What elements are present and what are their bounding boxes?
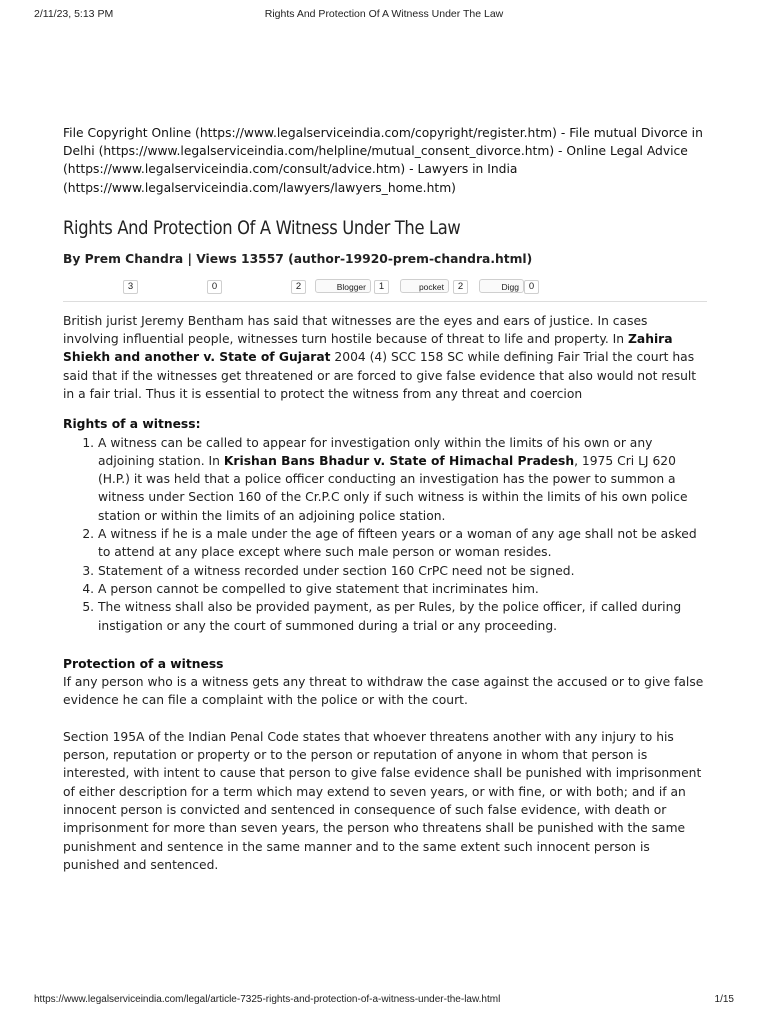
list-item: 2. A witness if he is a male under the age of fifteen years or a woman of any age shall not be asked to attend at any place except where such male person or woman resides. [98, 525, 707, 562]
page-number: 1/15 [714, 994, 734, 1005]
case-citation: Zahira Shiekh and another v. State of Gujarat [63, 332, 673, 365]
case-citation: Krishan Bans Bhadur v. State of Himachal Pradesh [223, 453, 575, 468]
link-separator: - [556, 126, 570, 140]
link-separator: - [554, 144, 567, 159]
list-item-text: , 1975 Cri LJ 620 (H.P.) it was held that a police officer conducting an investigation has the power to summon a witness under Section 160 of the Cr.P.C only if such witness is within the limits of his own police station or within the limits of an adjoining police station. [98, 453, 688, 523]
article-title: Rights And Protection Of A Witness Under The Law [63, 216, 461, 239]
share-count-2: 0 [207, 280, 222, 294]
byline-prefix: By [63, 251, 85, 266]
divorce-link[interactable]: File mutual Divorce in Delhi (https://www.legalserviceindia.com/helpline/mutual_consent_divorce.htm) [63, 126, 703, 159]
share-bar [63, 276, 707, 298]
digg-share-button[interactable]: Digg [479, 279, 524, 293]
digg-count: 0 [524, 280, 539, 294]
intro-text: British jurist Jeremy Bentham has said that witnesses are the eyes and ears of justice. In cases involving influential people, witnesses turn hostile because of threat to life and property. In [63, 313, 648, 347]
print-doc-title: Rights And Protection Of A Witness Under The Law [264, 8, 504, 20]
link-separator: - [405, 162, 418, 177]
intro-text: 2004 (4) SCC 158 SC while defining Fair Trial the court has said that if the witnesses get threatened or are forced to give false evidence that also would not result in a fair trial. Thus it is essential to protect the witness from any threat and coercion [63, 350, 697, 401]
copyright-link[interactable]: File Copyright Online (https://www.legalserviceindia.com/copyright/register.htm) [63, 126, 557, 140]
list-item: 4. A person cannot be compelled to give statement that incriminates him. [98, 580, 707, 598]
legal-advice-link[interactable]: Online Legal Advice (https://www.legalserviceindia.com/consult/advice.htm) [63, 144, 688, 177]
divider [63, 301, 707, 302]
list-item-text: A witness can be called to appear for investigation only within the limits of his own or any adjoining station. In [98, 435, 653, 468]
lawyers-link[interactable]: Lawyers in India (https://www.legalserviceindia.com/lawyers/lawyers_home.htm) [63, 162, 518, 195]
print-footer [0, 994, 768, 1008]
blogger-count: 1 [374, 280, 389, 294]
page-url: https://www.legalserviceindia.com/legal/article-7325-rights-and-protection-of-a-witness-under-the-law.html [34, 994, 501, 1005]
share-count-3: 2 [291, 280, 306, 294]
protection-heading: Protection of a witness [63, 656, 224, 671]
views-count: | Views 13557 [183, 251, 289, 266]
pocket-count: 2 [453, 280, 468, 294]
blogger-share-button[interactable]: Blogger [315, 279, 371, 293]
intro-paragraph [63, 312, 707, 403]
share-count-1: 3 [123, 280, 138, 294]
pocket-share-button[interactable]: pocket [400, 279, 449, 293]
list-item: 3. Statement of a witness recorded under section 160 CrPC need not be signed. [98, 562, 707, 580]
print-datetime: 2/11/23, 5:13 PM [34, 8, 114, 20]
print-header [0, 8, 768, 22]
author-link[interactable]: (author-19920-prem-chandra.html) [288, 251, 533, 266]
protection-paragraph: If any person who is a witness gets any threat to withdraw the case against the accused or to give false evidence he can file a complaint with the police or with the court. [63, 675, 704, 708]
rights-heading: Rights of a witness: [63, 417, 201, 432]
rights-list [63, 434, 707, 635]
article-content [63, 124, 707, 874]
section-195a-paragraph: Section 195A of the Indian Penal Code states that whoever threatens another with any injury to his person, reputation or property or to the person or reputation of anyone in whom that person is interested, with intent to cause that person to give false evidence shall be punished with imprisonment of either description for a term which may extend to seven years, or with fine, or with both; and if an innocent person is convicted and sentenced in consequence of such false evidence, with death or imprisonment for more than seven years, the person who threatens shall be punished with the same punishment and sentence in the same manner and to the same extent such innocent person is punished and sentenced. [63, 729, 702, 872]
author-name: Prem Chandra [84, 251, 184, 266]
list-item: 5. The witness shall also be provided payment, as per Rules, by the police officer, if called during instigation or any the court of summoned during a trial or any proceeding. [98, 598, 707, 635]
list-item [98, 434, 707, 525]
byline [63, 252, 707, 266]
article-body [63, 312, 707, 874]
top-links [63, 124, 707, 197]
